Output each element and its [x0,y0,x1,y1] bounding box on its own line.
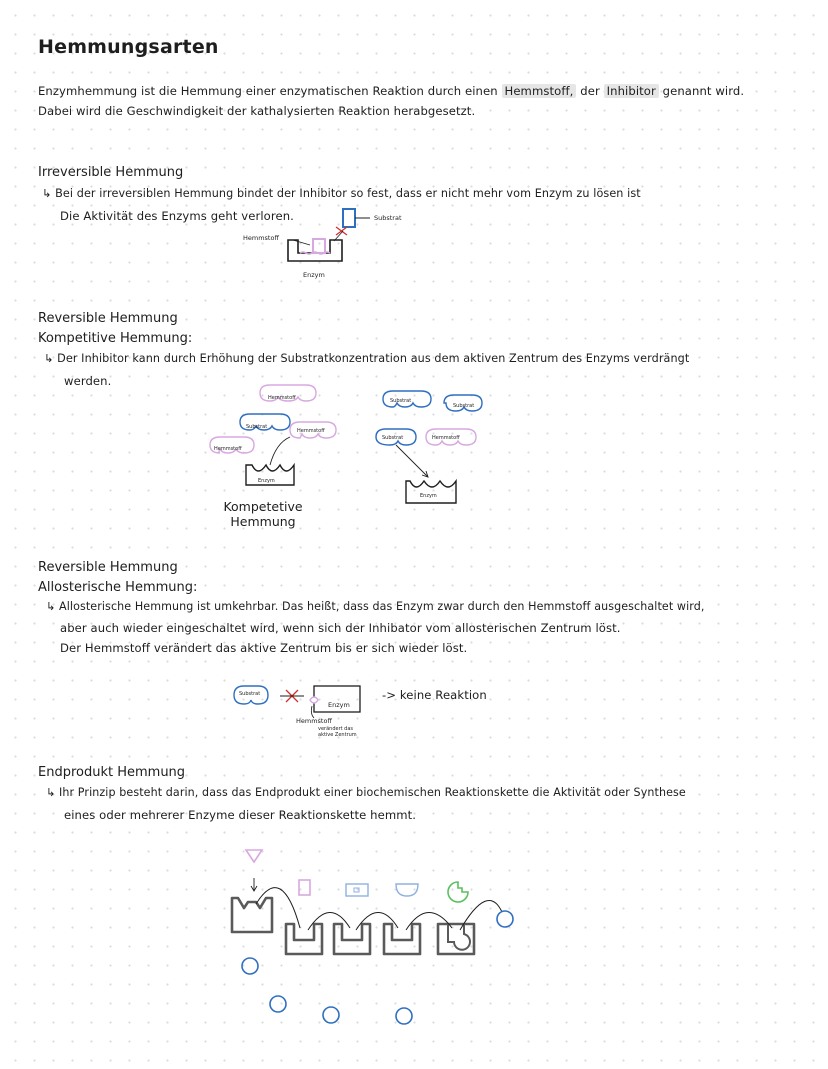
competitive-caption [220,499,306,529]
endproduct-heading: Endprodukt Hemmung [38,765,186,780]
reaction-arc-5 [460,900,502,930]
caption-line-2: Hemmung [230,514,296,529]
competitive-line-2: werden. [64,374,112,388]
competitive-label-hemmstoff-3: Hemmstoff [214,446,242,452]
intermediate-2 [346,884,368,896]
competitive-label-substrat-3: Substrat [453,403,475,409]
allosteric-line-2: aber auch wieder eingeschaltet wird, wenn sich der Inhibator vom allosterischen Zentrum löst. [60,621,621,635]
arrow-to-enzyme-1 [270,437,290,465]
intermediate-2-core [354,888,359,892]
competitive-label-enzym-1: Enzym [258,478,275,484]
allosteric-label-substrat: Substrat [239,691,261,697]
end-product-triangle [246,850,262,862]
endproduct-line-2: eines oder mehrerer Enzyme dieser Reaktionskette hemmt. [64,808,417,822]
note-line-1: verändert das [318,726,354,732]
allosteric-line-1: ↳ Allosterische Hemmung ist umkehrbar. Das heißt, dass das Enzym zwar durch den Hemmstoff ausgeschaltet wird, [46,600,705,613]
competitive-label-substrat-4: Substrat [382,435,404,441]
intro-line-1 [38,84,744,98]
reaction-arc-1 [256,888,300,928]
term-hemmstoff: Hemmstoff, [502,84,577,98]
allosteric-heading: Reversible Hemmung [38,560,178,575]
competitive-subheading: Kompetitive Hemmung: [38,331,193,346]
irreversible-label-enzym: Enzym [303,271,325,279]
product-circle-1 [497,911,513,927]
allosteric-note [318,726,357,738]
irreversible-heading: Irreversible Hemmung [38,165,184,180]
irreversible-line-1: ↳ Bei der irreversiblen Hemmung bindet der Inhibitor so fest, dass er nicht mehr vom Enzym zu lösen ist [42,187,641,200]
competitive-line-1: ↳ Der Inhibitor kann durch Erhöhung der Substratkonzentration aus dem aktiven Zentrum des Enzyms verdrängt [44,352,690,365]
competitive-label-hemmstoff-1: Hemmstoff [268,395,296,401]
competitive-heading: Reversible Hemmung [38,311,178,326]
allosteric-subheading: Allosterische Hemmung: [38,580,198,595]
competitive-label-hemmstoff-2: Hemmstoff [297,428,325,434]
enzyme-4 [384,924,420,954]
intro-text-c: genannt wird. [662,84,745,98]
endproduct-diagram [226,842,526,1032]
inhibitor-shape [313,239,325,253]
allosteric-inhibitor [310,697,318,703]
allosteric-diagram [230,680,380,745]
enzyme-2 [286,924,322,954]
intro-text-a: Enzymhemmung ist die Hemmung einer enzymatischen Reaktion durch einen [38,84,498,98]
irreversible-label-substrat: Substrat [374,214,402,222]
enzyme-3 [334,924,370,954]
competitive-label-substrat-2: Substrat [390,398,412,404]
arrow-to-enzyme-2 [396,445,428,477]
intermediate-3 [396,884,418,896]
enzyme-shape [288,240,342,261]
blocked-cross-icon [336,227,347,235]
endproduct-line-1: ↳ Ihr Prinzip besteht darin, dass das Endprodukt einer biochemischen Reaktionskette die Aktivität oder Synthese [46,786,686,799]
intermediate-1 [299,880,310,895]
intro-line-2: Dabei wird die Geschwindigkeit der kathalysierten Reaktion herabgesetzt. [38,104,476,118]
enzyme-1-inhibited [232,898,272,932]
allosteric-label-enzym: Enzym [328,701,350,709]
hemmstoff-pointer [293,240,310,245]
competitive-label-hemmstoff-4: Hemmstoff [432,435,460,441]
caption-line-1: Kompetetive [223,499,303,514]
product-circle-5 [396,1008,412,1024]
intro-text-b: der [580,84,600,98]
term-inhibitor: Inhibitor [604,84,659,98]
irreversible-label-hemmstoff: Hemmstoff [243,234,279,242]
allosteric-result: -> keine Reaktion [382,688,487,702]
substrate-shape [343,209,355,227]
product-circle-4 [323,1007,339,1023]
page-title: Hemmungsarten [38,36,219,58]
irreversible-line-2: Die Aktivität des Enzyms geht verloren. [60,209,294,223]
note-line-2: aktive Zentrum [318,732,357,738]
competitive-label-enzym-2: Enzym [420,493,437,499]
product-circle-2 [242,958,258,974]
allosteric-line-3: Der Hemmstoff verändert das aktive Zentrum bis er sich wieder löst. [60,641,468,655]
product-circle-3 [270,996,286,1012]
enzyme-2 [406,481,456,503]
competitive-label-substrat-1: Substrat [246,424,268,430]
allosteric-label-hemmstoff: Hemmstoff [296,717,332,725]
intermediate-4 [448,882,468,902]
